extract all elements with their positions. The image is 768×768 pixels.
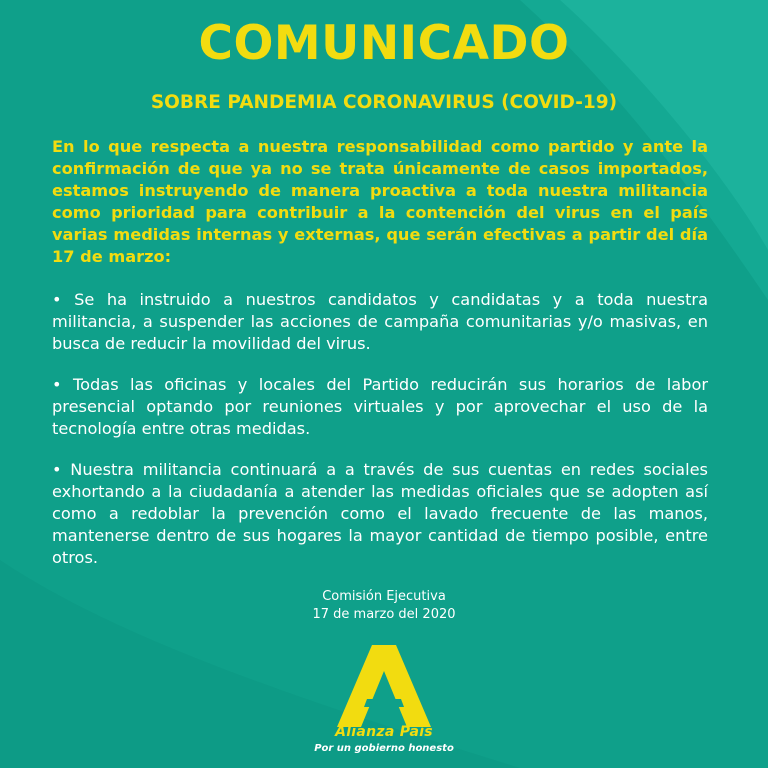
logo-slogan: Por un gobierno honesto	[314, 743, 454, 754]
letter-a-logo-icon	[337, 645, 431, 727]
page-subtitle: SOBRE PANDEMIA CORONAVIRUS (COVID-19)	[150, 92, 618, 113]
intro-paragraph: En lo que respecta a nuestra responsabilidad como partido y ante la confirmación de que ya no se trata únicamente de casos importados, estamos instruyendo de manera proactiva a toda nuestra militancia como prioridad para contribuir a la contención del virus en el país varias medidas internas y externas, que serán efectivas a partir del día 17 de marzo:	[52, 137, 708, 266]
logo-name: Alianza País	[335, 724, 433, 740]
page-title: COMUNICADO	[198, 16, 570, 71]
signature-block	[0, 588, 768, 624]
measure-item: • Nuestra militancia continuará a a través de sus cuentas en redes sociales exhortando a la ciudadanía a atender las medidas oficiales que se adopten así como a redoblar la prevención como el lavado frecuente de las manos, mantenerse dentro de sus hogares la mayor cantidad de tiempo posible, entre otros.	[52, 460, 708, 567]
signature-date: 17 de marzo del 2020	[312, 607, 456, 622]
measure-item: • Todas las oficinas y locales del Partido reducirán sus horarios de labor presencial optando por reuniones virtuales y por aprovechar el uso de la tecnología entre otras medidas.	[52, 375, 708, 438]
measure-item: • Se ha instruido a nuestros candidatos y candidatas y a toda nuestra militancia, a suspender las acciones de campaña comunitarias y/o masivas, en busca de reducir la movilidad del virus.	[52, 290, 708, 353]
signature-issuer: Comisión Ejecutiva	[322, 589, 446, 604]
